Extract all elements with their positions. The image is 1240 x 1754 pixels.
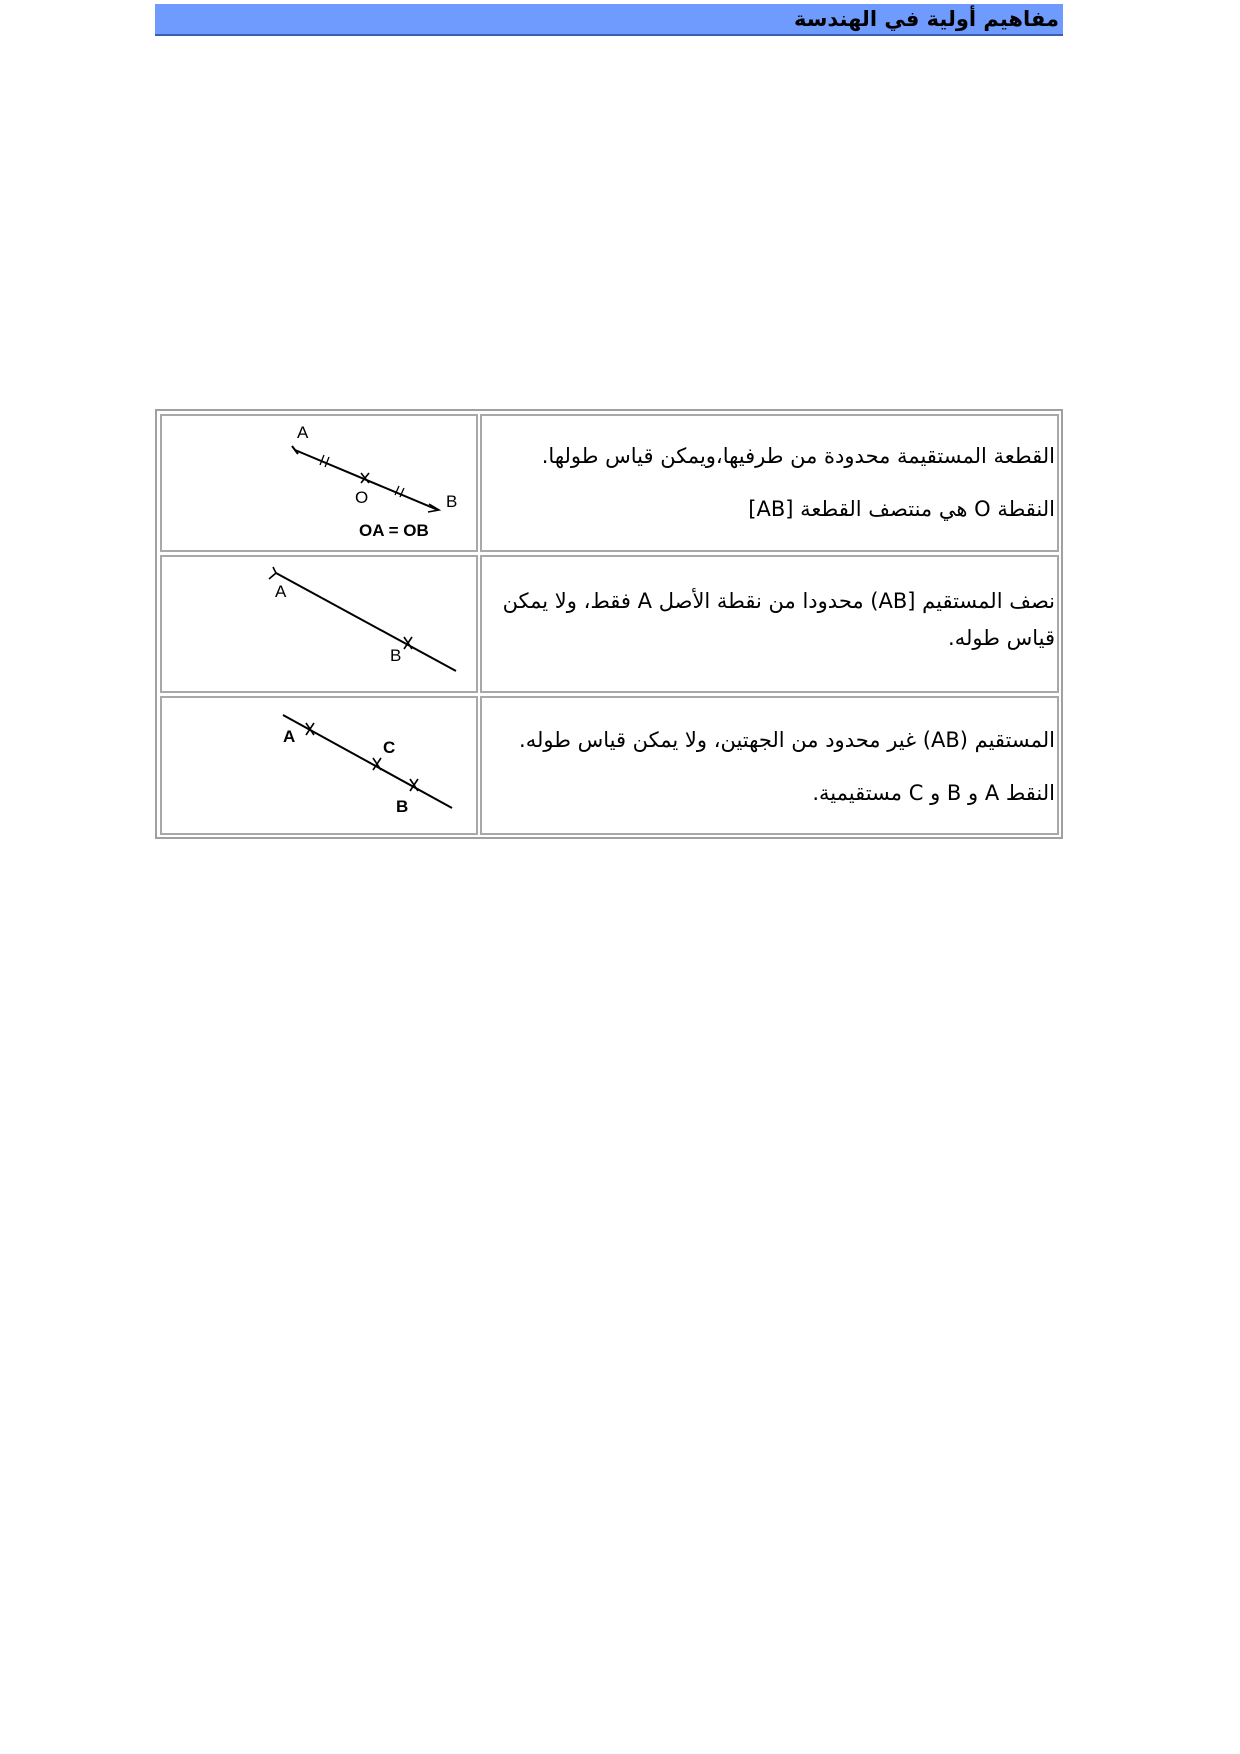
midpoint-text: النقطة O هي منتصف القطعة [AB]: [748, 497, 1055, 521]
origin-a-tick: [269, 567, 276, 579]
label-b: B: [396, 797, 409, 816]
segment-definition-text: القطعة المستقيمة محدودة من طرفيها،ويمكن قياس طولها.: [541, 444, 1055, 468]
geometry-table: [155, 409, 1063, 839]
ray-figure: [162, 557, 476, 691]
ray-figure-cell: [160, 555, 478, 693]
label-b: B: [390, 646, 402, 665]
segment-figure: [162, 416, 476, 550]
ray-line: [276, 573, 456, 671]
label-a: A: [275, 582, 287, 601]
segment-description-cell: [480, 414, 1059, 552]
line-figure-cell: [160, 696, 478, 835]
straight-line: [283, 715, 452, 808]
line-figure: [162, 698, 476, 833]
ray-definition-text: نصف المستقيم [AB) محدودا من نقطة الأصل A فقط، ولا يمكن قياس طوله.: [502, 589, 1055, 650]
point-c-cross: [373, 758, 381, 770]
equality-label: OA = OB: [359, 521, 429, 540]
label-c: C: [383, 738, 396, 757]
collinear-text: النقط A و B و C مستقيمية.: [812, 781, 1055, 805]
label-a: A: [283, 727, 296, 746]
line-description-cell: [480, 696, 1059, 835]
equal-mark-left: [320, 455, 329, 467]
label-b: B: [446, 492, 458, 511]
segment-figure-cell: [160, 414, 478, 552]
page-title: مفاهيم أولية في الهندسة: [793, 7, 1059, 31]
ray-description-cell: [480, 555, 1059, 693]
label-a: A: [297, 423, 309, 442]
line-definition-text: المستقيم (AB) غير محدود من الجهتين، ولا يمكن قياس طوله.: [519, 728, 1055, 752]
header-bar: [155, 4, 1063, 36]
label-o: O: [355, 488, 369, 507]
